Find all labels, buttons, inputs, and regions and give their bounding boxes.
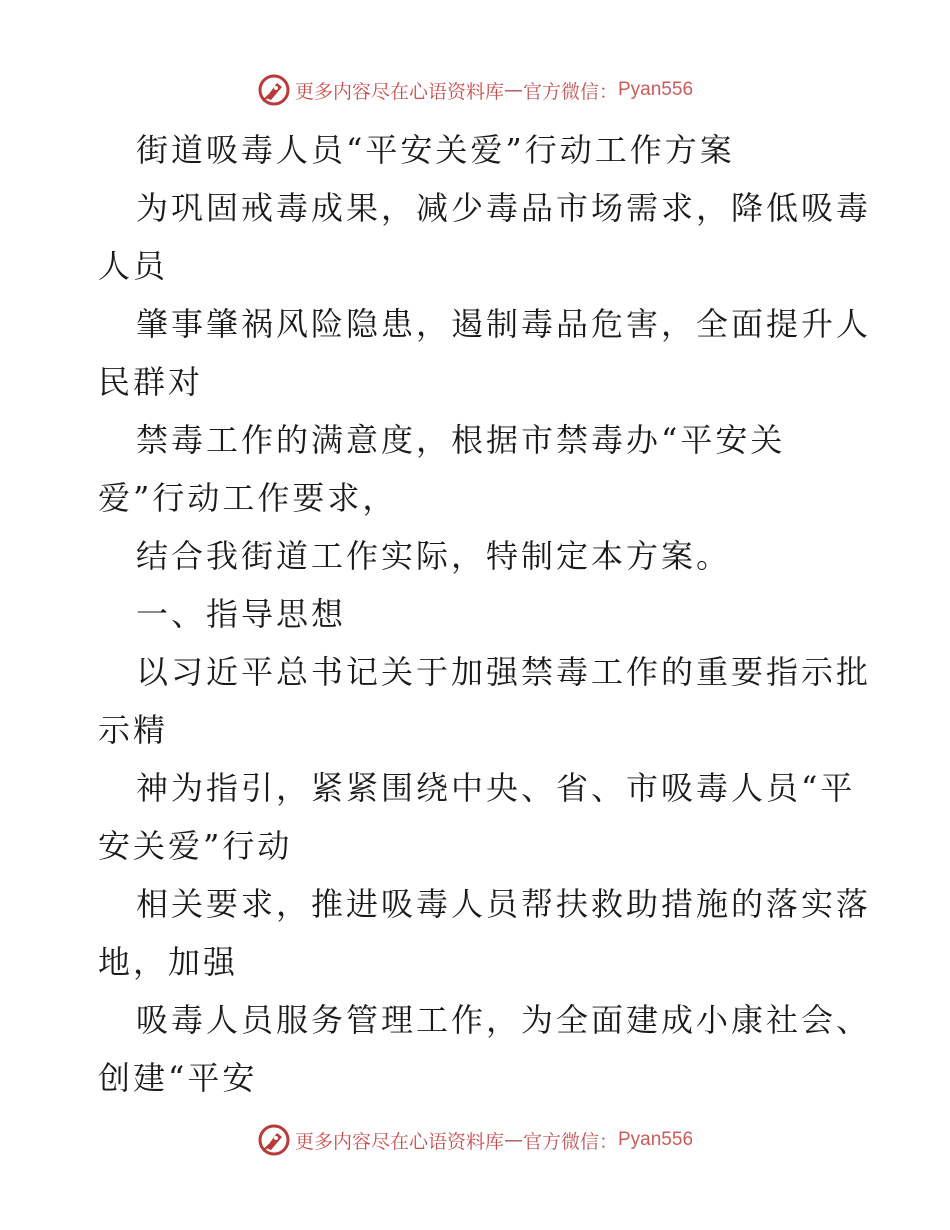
text-line: 人员 — [98, 247, 169, 285]
text-line: 街道吸毒人员“平安关爱”行动工作方案 — [136, 131, 735, 169]
text-line: 神为指引，紧紧围绕中央、省、市吸毒人员“平 — [136, 769, 856, 807]
wechat-handle: Pyan556 — [618, 79, 694, 100]
header-watermark — [0, 70, 950, 110]
banner-separator: — — [503, 1129, 523, 1151]
text-line: 相关要求，推进吸毒人员帮扶救助措施的落实落 — [136, 885, 872, 923]
footer-watermark — [0, 1120, 950, 1160]
text-line: 安关爱”行动 — [98, 827, 293, 865]
brand-text: 更多内容尽在心语资料库 — [294, 80, 504, 103]
wechat-label: 官方微信： — [522, 1130, 618, 1153]
wechat-handle: Pyan556 — [618, 1129, 694, 1150]
document-body — [98, 121, 872, 1107]
text-line: 结合我街道工作实际，特制定本方案。 — [136, 537, 732, 575]
text-line: 吸毒人员服务管理工作，为全面建成小康社会、 — [136, 1001, 872, 1039]
text-line: 地，加强 — [98, 943, 239, 981]
pen-nib-logo-icon — [257, 73, 291, 107]
banner-separator: — — [503, 79, 523, 101]
text-line: 以习近平总书记关于加强禁毒工作的重要指示批 — [136, 653, 872, 691]
wechat-label: 官方微信： — [522, 80, 618, 103]
text-line: 一、指导思想 — [136, 595, 347, 633]
text-line: 禁毒工作的满意度，根据市禁毒办“平安关 — [136, 421, 786, 459]
text-line: 示精 — [98, 711, 169, 749]
text-line: 爱”行动工作要求， — [98, 479, 398, 517]
text-line: 肇事肇祸风险隐患，遏制毒品危害，全面提升人 — [136, 305, 872, 343]
text-line: 民群对 — [98, 363, 204, 401]
pen-nib-logo-icon — [257, 1123, 291, 1157]
text-line: 创建“平安 — [98, 1059, 258, 1097]
text-line: 为巩固戒毒成果，减少毒品市场需求，降低吸毒 — [136, 189, 872, 227]
brand-text: 更多内容尽在心语资料库 — [294, 1130, 504, 1153]
